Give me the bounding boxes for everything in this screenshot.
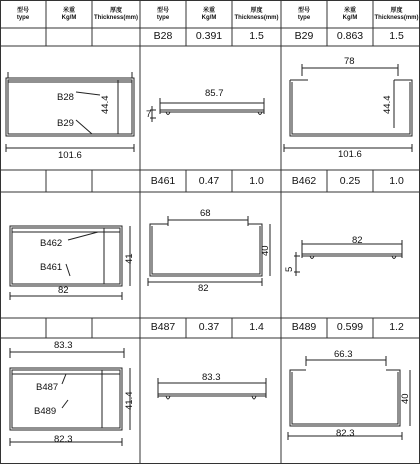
dimension-top: 66.3: [334, 349, 353, 360]
cell-thickness: 1.4: [249, 321, 264, 333]
callout-label: B29: [57, 118, 74, 129]
cell-weight: 0.863: [336, 30, 364, 42]
drawing-b487-b489-assembly: [10, 348, 130, 446]
dimension-top: 83.3: [54, 340, 73, 351]
drawing-b461-profile: [148, 216, 270, 286]
drawing-b462-profile: [294, 240, 402, 276]
cell-type: B29: [294, 30, 314, 42]
header-thickness: 厚度 Thickness(mm): [234, 8, 279, 21]
dimension-height: 44.4: [100, 95, 111, 114]
cell-weight: 0.47: [198, 175, 220, 187]
header-weight: 米重 Kg/M: [342, 8, 358, 21]
dimension-height: 41.4: [124, 391, 135, 410]
dimension-width: 101.6: [338, 149, 362, 160]
header-thickness: 厚度 Thickness(mm): [93, 8, 138, 21]
dimension-height: 40: [400, 393, 411, 404]
header-type: 型号 type: [16, 8, 30, 21]
callout-label: B28: [57, 92, 74, 103]
drawing-b461-b462-assembly: [10, 226, 130, 300]
dimension-height: 5: [284, 266, 295, 272]
cell-type: B487: [150, 321, 176, 333]
cell-weight: 0.37: [198, 321, 220, 333]
header-thickness: 厚度 Thickness(mm): [374, 8, 419, 21]
dimension-height: 44.4: [382, 95, 393, 114]
cell-thickness: 1.0: [249, 175, 264, 187]
header-type: 型号 type: [156, 8, 170, 21]
dimension-height: 7: [146, 109, 152, 120]
header-weight: 米重 Kg/M: [61, 8, 77, 21]
callout-label: B461: [40, 262, 63, 273]
cell-thickness: 1.5: [389, 30, 404, 42]
drawing-b28-profile: [150, 98, 264, 122]
dimension-width: 82.3: [54, 434, 73, 445]
dimension-height: 41: [124, 253, 135, 264]
dimension-width: 82: [352, 235, 363, 246]
cell-type: B28: [153, 30, 173, 42]
dimension-width: 82.3: [336, 428, 355, 439]
dimension-top: 68: [200, 208, 211, 219]
cell-weight: 0.391: [195, 30, 223, 42]
cell-thickness: 1.2: [389, 321, 404, 333]
cell-type: B489: [291, 321, 317, 333]
cell-thickness: 1.0: [389, 175, 404, 187]
dimension-width: 82: [58, 285, 69, 296]
drawing-b28-b29-assembly: [6, 72, 134, 152]
callout-label: B489: [34, 406, 57, 417]
dimension-width: 85.7: [205, 88, 224, 99]
cell-type: B462: [291, 175, 317, 187]
dimension-width: 101.6: [58, 150, 82, 161]
cell-weight: 0.599: [336, 321, 364, 333]
cell-type: B461: [150, 175, 176, 187]
callout-label: B487: [36, 382, 59, 393]
cell-thickness: 1.5: [249, 30, 264, 42]
header-weight: 米重 Kg/M: [201, 8, 217, 21]
dimension-width: 83.3: [202, 372, 221, 383]
cell-weight: 0.25: [339, 175, 361, 187]
dimension-height: 40: [260, 245, 271, 256]
dimension-width: 82: [198, 283, 209, 294]
callout-label: B462: [40, 238, 63, 249]
header-type: 型号 type: [297, 8, 311, 21]
dimension-top: 78: [344, 56, 355, 67]
